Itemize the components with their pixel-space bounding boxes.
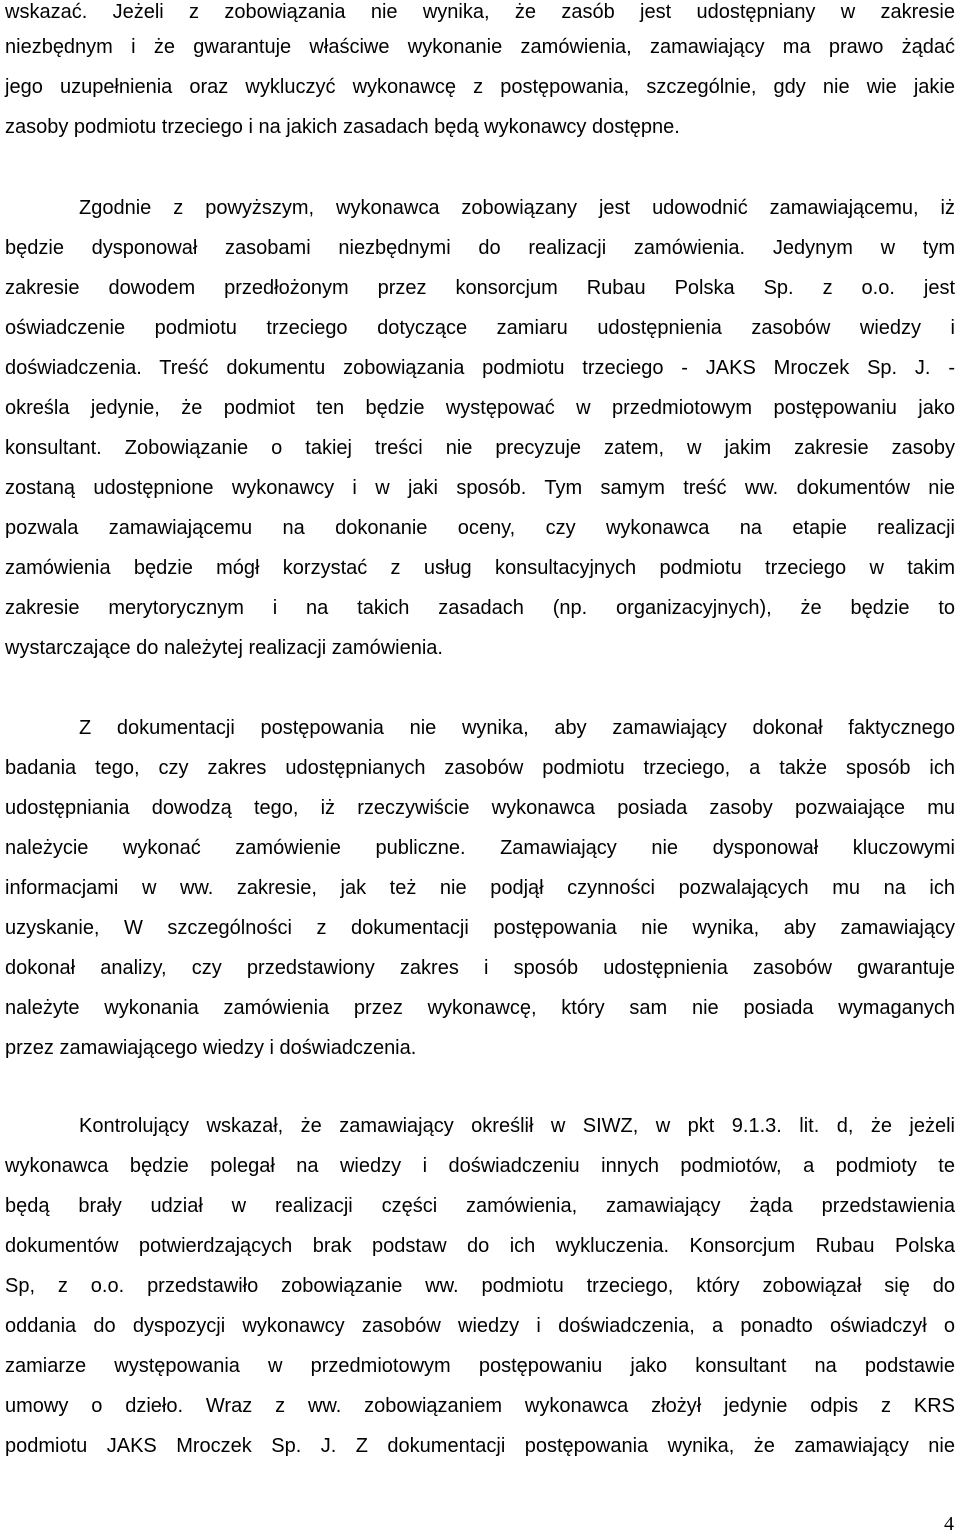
text-line: zakresie merytorycznym i na takich zasadach (np. organizacyjnych), że będzie to: [5, 597, 955, 619]
text-line: należyte wykonania zamówienia przez wykonawcę, który sam nie posiada wymaganych: [5, 997, 955, 1019]
text-line: udostępniania dowodzą tego, iż rzeczywiście wykonawca posiada zasoby pozwaiające mu: [5, 797, 955, 819]
text-line: przez zamawiającego wiedzy i doświadczenia.: [5, 1037, 417, 1059]
text-line: uzyskanie, W szczególności z dokumentacji postępowania nie wynika, aby zamawiający: [5, 917, 955, 939]
text-line: należycie wykonać zamówienie publiczne. Zamawiający nie dysponował kluczowymi: [5, 837, 955, 859]
text-line: wskazać. Jeżeli z zobowiązania nie wynika, że zasób jest udostępniany w zakresie: [5, 1, 955, 23]
text-line: oświadczenie podmiotu trzeciego dotyczące zamiaru udostępnienia zasobów wiedzy i: [5, 317, 955, 339]
text-line: oddania do dyspozycji wykonawcy zasobów wiedzy i doświadczenia, a ponadto oświadczył o: [5, 1315, 955, 1337]
text-line: konsultant. Zobowiązanie o takiej treści nie precyzuje zatem, w jakim zakresie zasoby: [5, 437, 955, 459]
text-line: pozwala zamawiającemu na dokonanie oceny, czy wykonawca na etapie realizacji: [5, 517, 955, 539]
text-line: wykonawca będzie polegał na wiedzy i doświadczeniu innych podmiotów, a podmioty te: [5, 1155, 955, 1177]
text-line: wystarczające do należytej realizacji zamówienia.: [5, 637, 443, 659]
text-line: jego uzupełnienia oraz wykluczyć wykonawcę z postępowania, szczególnie, gdy nie wie jakie: [5, 76, 955, 98]
text-line: umowy o dzieło. Wraz z ww. zobowiązaniem wykonawca złożył jedynie odpis z KRS: [5, 1395, 955, 1417]
text-line: zamiarze występowania w przedmiotowym postępowaniu jako konsultant na podstawie: [5, 1355, 955, 1377]
text-line: doświadczenia. Treść dokumentu zobowiązania podmiotu trzeciego - JAKS Mroczek Sp. J. -: [5, 357, 955, 379]
text-line: zamówienia będzie mógł korzystać z usług konsultacyjnych podmiotu trzeciego w takim: [5, 557, 955, 579]
text-line: Kontrolujący wskazał, że zamawiający określił w SIWZ, w pkt 9.1.3. lit. d, że jeżeli: [79, 1115, 955, 1137]
text-line: Z dokumentacji postępowania nie wynika, aby zamawiający dokonał faktycznego: [79, 717, 955, 739]
page-number: 4: [944, 1513, 954, 1535]
text-line: podmiotu JAKS Mroczek Sp. J. Z dokumentacji postępowania wynika, że zamawiający nie: [5, 1435, 955, 1457]
text-line: będą brały udział w realizacji części zamówienia, zamawiający żąda przedstawienia: [5, 1195, 955, 1217]
text-line: określa jedynie, że podmiot ten będzie występować w przedmiotowym postępowaniu jako: [5, 397, 955, 419]
text-line: będzie dysponował zasobami niezbędnymi do realizacji zamówienia. Jedynym w tym: [5, 237, 955, 259]
text-line: Sp, z o.o. przedstawiło zobowiązanie ww. podmiotu trzeciego, który zobowiązał się do: [5, 1275, 955, 1297]
text-line: niezbędnym i że gwarantuje właściwe wykonanie zamówienia, zamawiający ma prawo żądać: [5, 36, 955, 58]
text-line: zostaną udostępnione wykonawcy i w jaki sposób. Tym samym treść ww. dokumentów nie: [5, 477, 955, 499]
text-line: dokumentów potwierdzających brak podstaw do ich wykluczenia. Konsorcjum Rubau Polska: [5, 1235, 955, 1257]
text-line: zakresie dowodem przedłożonym przez konsorcjum Rubau Polska Sp. z o.o. jest: [5, 277, 955, 299]
text-line: zasoby podmiotu trzeciego i na jakich zasadach będą wykonawcy dostępne.: [5, 116, 680, 138]
text-line: informacjami w ww. zakresie, jak też nie podjął czynności pozwalających mu na ich: [5, 877, 955, 899]
text-line: Zgodnie z powyższym, wykonawca zobowiązany jest udowodnić zamawiającemu, iż: [79, 197, 955, 219]
text-line: dokonał analizy, czy przedstawiony zakres i sposób udostępnienia zasobów gwarantuje: [5, 957, 955, 979]
text-line: badania tego, czy zakres udostępnianych zasobów podmiotu trzeciego, a także sposób ich: [5, 757, 955, 779]
